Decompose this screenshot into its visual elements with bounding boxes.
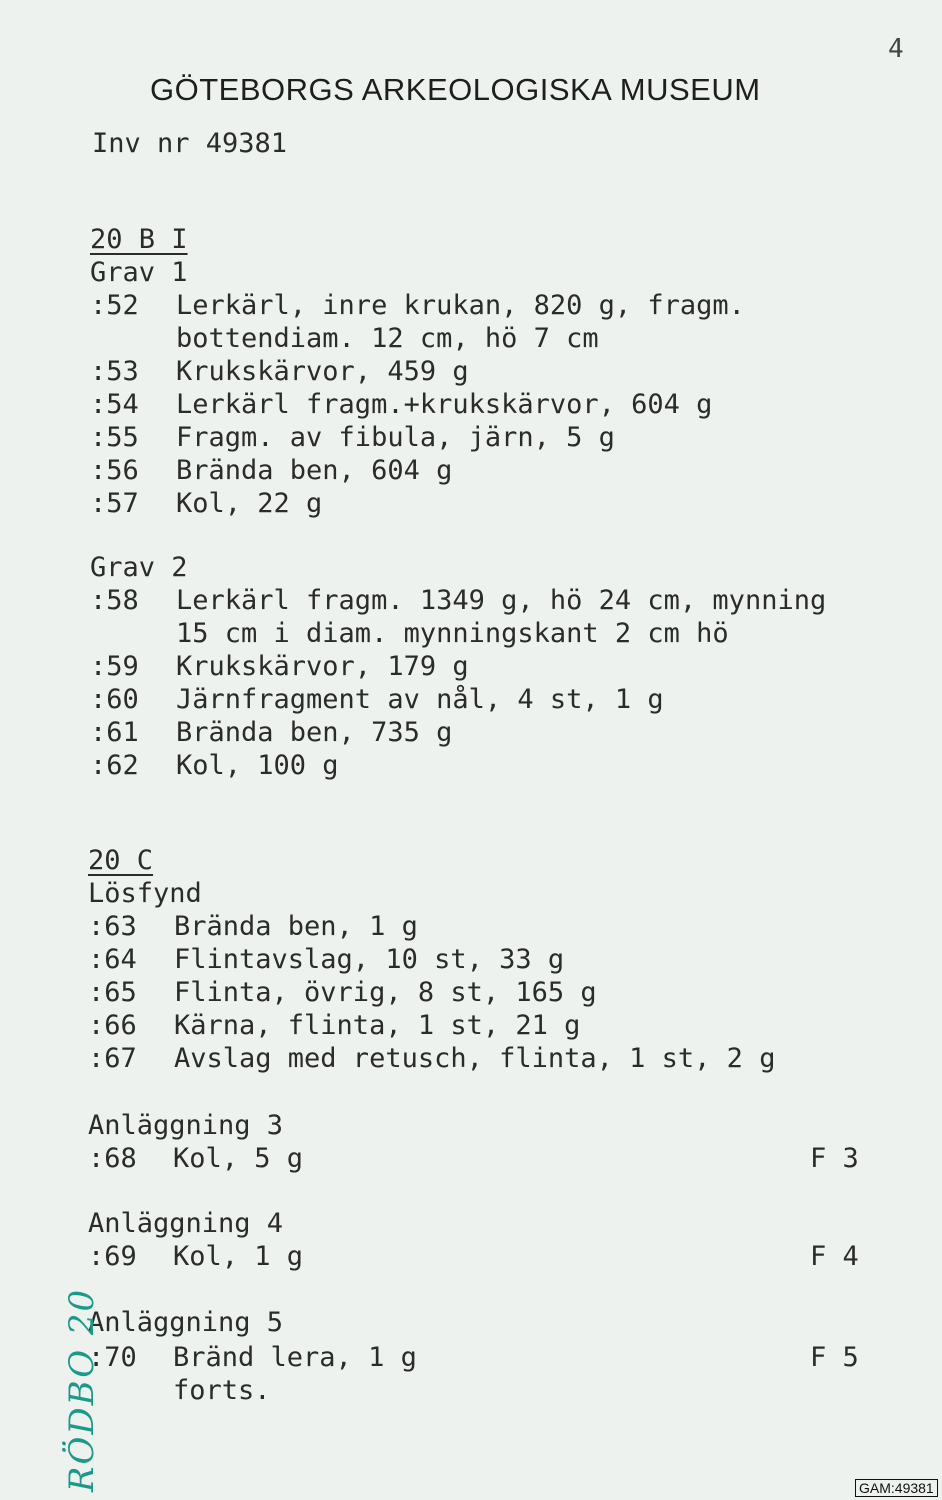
page-number: 4 [888,34,904,64]
list-item-num: :58 [90,585,139,616]
list-item-num: :53 [90,356,139,387]
grav2-title: Grav 2 [90,552,188,583]
list-item-num: :61 [90,717,139,748]
list-item-num: :67 [88,1043,137,1074]
anlaggning3-title: Anläggning 3 [88,1110,284,1141]
list-item-text: Kol, 5 g [173,1143,304,1174]
inventory-number: Inv nr 49381 [92,128,288,159]
grav1-title: Grav 1 [90,257,188,288]
list-item-num: :69 [88,1241,137,1272]
list-item-num: :60 [90,684,139,715]
find-ref: F 3 [810,1143,859,1174]
list-item-text: Krukskärvor, 459 g [176,356,469,387]
list-item-text: Kärna, flinta, 1 st, 21 g [174,1010,581,1041]
list-item-num: :64 [88,944,137,975]
anlaggning5-title: Anläggning 5 [88,1307,284,1338]
museum-heading: GÖTEBORGS ARKEOLOGISKA MUSEUM [150,72,761,107]
list-item-num: :65 [88,977,137,1008]
list-item-text: Lerkärl, inre krukan, 820 g, fragm. [176,290,745,321]
list-item-num: :68 [88,1143,137,1174]
list-item-text: Kol, 100 g [176,750,339,781]
list-item-text: Flinta, övrig, 8 st, 165 g [174,977,597,1008]
list-item-text: Brända ben, 604 g [176,455,453,486]
list-item-text: Brända ben, 735 g [176,717,453,748]
list-item-text: Järnfragment av nål, 4 st, 1 g [176,684,664,715]
losfynd-title: Lösfynd [88,878,202,909]
list-item-num: :59 [90,651,139,682]
list-item-text: Lerkärl fragm.+krukskärvor, 604 g [176,389,713,420]
list-item-num: :66 [88,1010,137,1041]
list-item-text: Bränd lera, 1 g [173,1342,417,1373]
find-ref: F 5 [810,1342,859,1373]
list-item-num: :56 [90,455,139,486]
anlaggning4-title: Anläggning 4 [88,1208,284,1239]
section-title-20c: 20 C [88,845,154,876]
archive-stamp: GAM:49381 [855,1479,938,1497]
list-item-text: Flintavslag, 10 st, 33 g [174,944,565,975]
list-item-text: Lerkärl fragm. 1349 g, hö 24 cm, mynning [176,585,827,616]
list-item-text: Kol, 22 g [176,488,323,519]
list-item-num: :70 [88,1342,137,1373]
list-item-text: 15 cm i diam. mynningskant 2 cm hö [176,618,729,649]
list-item-num: :52 [90,290,139,321]
list-item-text: bottendiam. 12 cm, hö 7 cm [176,323,599,354]
list-item-num: :63 [88,911,137,942]
list-item-text: Fragm. av fibula, järn, 5 g [176,422,615,453]
continued-note: forts. [173,1375,271,1406]
list-item-text: Kol, 1 g [173,1241,304,1272]
list-item-num: :55 [90,422,139,453]
list-item-text: Brända ben, 1 g [174,911,418,942]
handwritten-note: RÖDBO 20 [62,1287,103,1493]
list-item-num: :54 [90,389,139,420]
list-item-num: :62 [90,750,139,781]
list-item-text: Avslag med retusch, flinta, 1 st, 2 g [174,1043,776,1074]
list-item-text: Krukskärvor, 179 g [176,651,469,682]
find-ref: F 4 [810,1241,859,1272]
list-item-num: :57 [90,488,139,519]
section-title-20bi: 20 B I [90,224,188,255]
